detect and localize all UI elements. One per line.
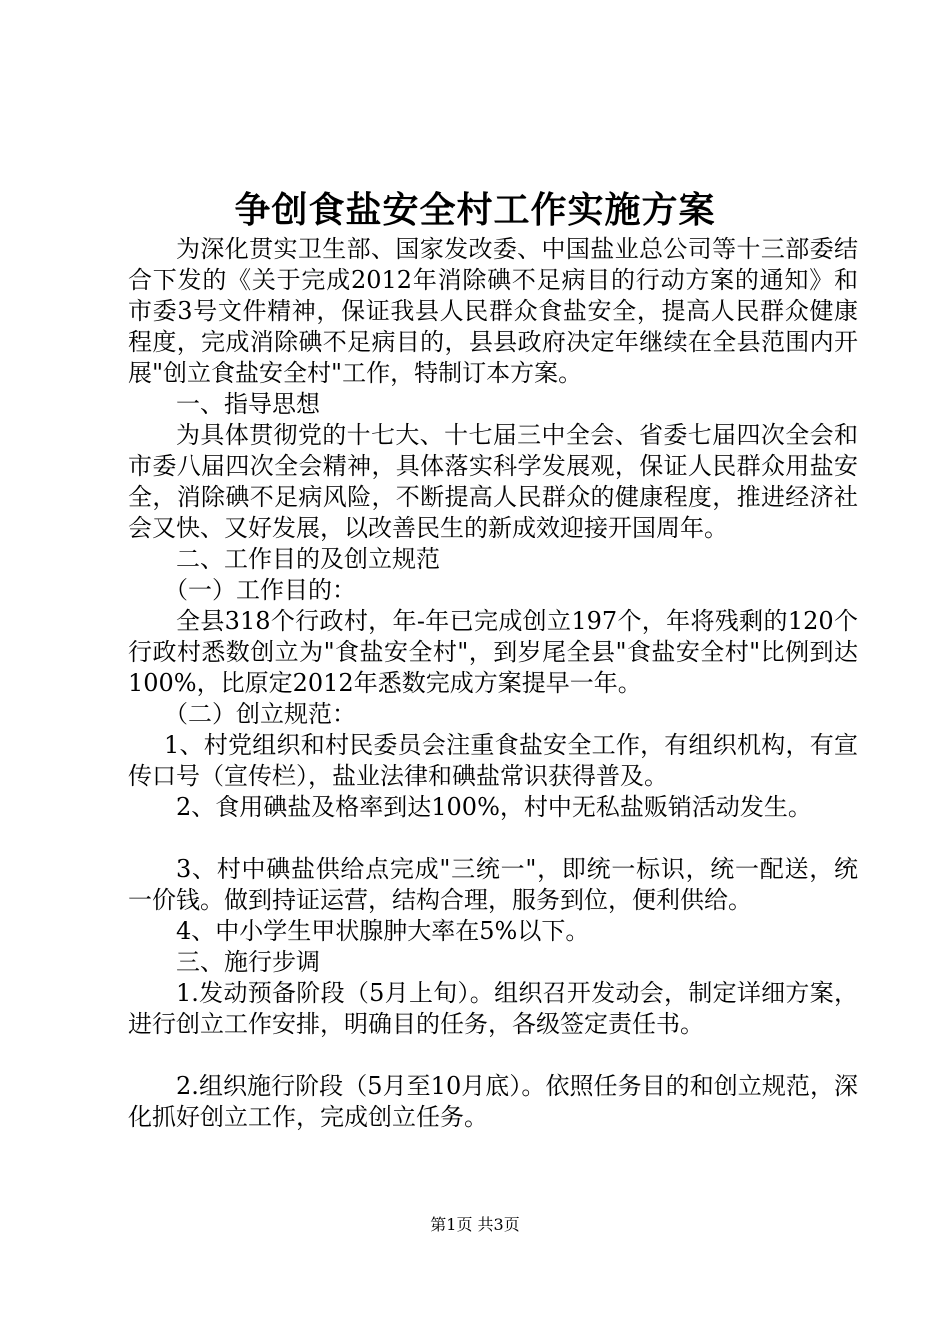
subheading-standards: （二）创立规范：	[164, 700, 356, 728]
heading-guiding-thought: 一、指导思想	[176, 390, 320, 418]
standard-item-3: 3、村中碘盐供给点完成"三统一"，即统一标识，统一配送，统一价钱。做到持证运营，结构合理，服务到位，便利供给。	[128, 855, 858, 914]
document-title: 争创食盐安全村工作实施方案	[234, 189, 716, 231]
page-number-footer: 第1页 共3页	[430, 1215, 520, 1234]
paragraph-intro: 为深化贯实卫生部、国家发改委、中国盐业总公司等十三部委结合下发的《关于完成2012年消除碘不足病目的行动方案的通知》和市委3号文件精神，保证我县人民群众食盐安全，提高人民群众健康程度，完成消除碘不足病目的，县县政府决定年继续在全县范围内开展"创立食盐安全村"工作，特制订本方案。	[128, 235, 858, 387]
heading-steps: 三、施行步调	[176, 948, 320, 976]
spacer	[128, 823, 858, 854]
standard-item-1: 1、村党组织和村民委员会注重食盐安全工作，有组织机构，有宣传口号（宣传栏），盐业法律和碘盐常识获得普及。	[128, 731, 858, 790]
paragraph-guiding-thought: 为具体贯彻党的十七大、十七届三中全会、省委七届四次全会和市委八届四次全会精神，具体落实科学发展观，保证人民群众用盐安全，消除碘不足病风险，不断提高人民群众的健康程度，推进经济社会又快、又好发展，以改善民生的新成效迎接开国周年。	[128, 421, 858, 542]
document-body	[128, 234, 858, 1133]
paragraph-goals: 全县318个行政村，年-年已完成创立197个，年将残剩的120个行政村悉数创立为"食盐安全村"，到岁尾全县"食盐安全村"比例到达100%，比原定2012年悉数完成方案提早一年。	[128, 607, 858, 697]
subheading-goals: （一）工作目的：	[164, 576, 356, 604]
standard-item-2: 2、食用碘盐及格率到达100%，村中无私盐贩销活动发生。	[176, 793, 812, 821]
spacer	[128, 1040, 858, 1071]
step-item-2: 2.组织施行阶段（5月至10月底）。依照任务目的和创立规范，深化抓好创立工作，完成创立任务。	[128, 1072, 858, 1131]
heading-goals-and-standards: 二、工作目的及创立规范	[176, 545, 440, 573]
standard-item-4: 4、中小学生甲状腺肿大率在5%以下。	[176, 917, 590, 945]
step-item-1: 1.发动预备阶段（5月上旬）。组织召开发动会，制定详细方案，进行创立工作安排，明确目的任务，各级签定责任书。	[128, 979, 858, 1038]
